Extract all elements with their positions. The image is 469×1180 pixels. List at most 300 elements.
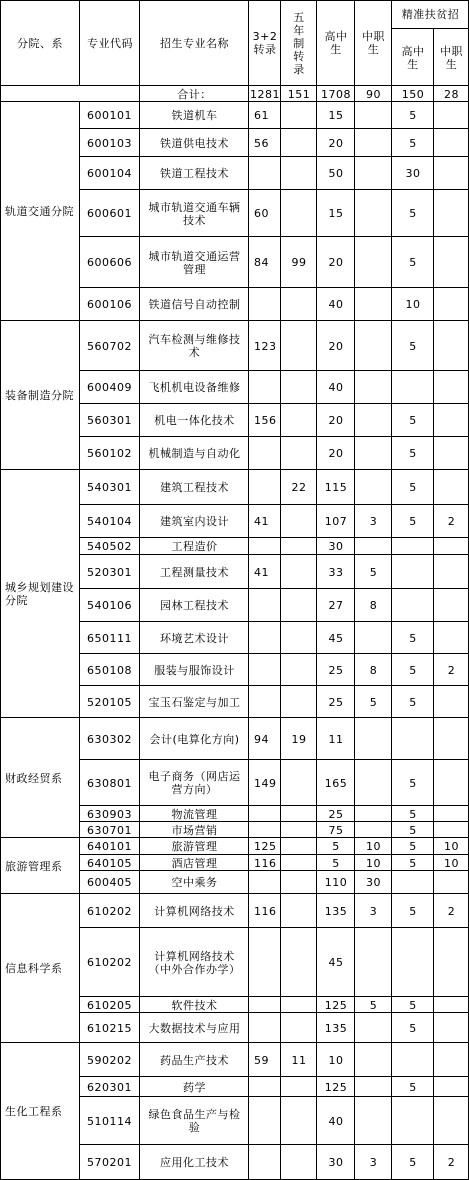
major-code (80, 555, 140, 589)
value-five-text: 22 (291, 481, 307, 494)
value-jzg-text: 5 (409, 663, 417, 677)
value-five (281, 589, 317, 622)
major-code (80, 102, 140, 129)
major-name (140, 928, 249, 997)
value-jzz (434, 718, 469, 760)
department-divider (0, 893, 469, 894)
value-jzg (392, 686, 434, 718)
value-five (281, 437, 317, 470)
major-code (80, 894, 140, 928)
header-poverty-group-text: 精准扶贫招 (401, 8, 460, 21)
value-gz (317, 1097, 355, 1145)
value-zz (355, 371, 392, 404)
row-divider (80, 1012, 469, 1013)
major-name (140, 589, 249, 622)
value-zz-text: 5 (369, 998, 378, 1012)
major-code (80, 237, 140, 288)
value-gz (317, 555, 355, 589)
value-gz-text: 33 (328, 565, 344, 579)
value-gz-text: 11 (328, 732, 344, 746)
department-divider (0, 837, 469, 838)
value-gz (317, 404, 355, 437)
value-c32 (249, 654, 281, 686)
major-code-text: 600103 (87, 136, 132, 150)
value-five (281, 654, 317, 686)
value-gz-text: 5 (332, 840, 340, 853)
value-zz (355, 321, 392, 371)
total-zz-text: 90 (366, 87, 381, 101)
value-jzg-text: 5 (409, 695, 417, 709)
value-gz (317, 157, 355, 190)
value-jzz (434, 371, 469, 404)
value-zz (355, 654, 392, 686)
value-gz-text: 15 (328, 109, 344, 122)
value-zz (355, 505, 392, 538)
value-zz (355, 288, 392, 321)
value-c32 (249, 1077, 281, 1097)
value-zz (355, 838, 392, 855)
value-c32-text: 59 (254, 1053, 269, 1067)
value-zz (355, 686, 392, 718)
value-jzg (392, 538, 434, 555)
value-gz-text: 20 (328, 256, 344, 269)
value-gz (317, 806, 355, 822)
major-code-text: 600104 (87, 167, 132, 180)
value-gz-text: 107 (324, 515, 348, 528)
major-name (140, 371, 249, 404)
value-c32-text: 125 (254, 840, 277, 853)
major-code-text: 610205 (87, 998, 132, 1012)
row-divider (80, 156, 469, 157)
value-jzz (434, 838, 469, 855)
value-five (281, 1043, 317, 1077)
major-code (80, 822, 140, 838)
department-cell-text: 轨道交通分院 (5, 205, 74, 218)
header-poverty-high-school-text: 高中生 (401, 44, 425, 71)
header-group-divider (392, 28, 469, 29)
column-divider (139, 0, 140, 1180)
major-code-text: 540104 (87, 515, 132, 528)
value-gz-text: 165 (324, 776, 348, 790)
total-c32-text: 1281 (250, 87, 280, 101)
value-zz (355, 470, 392, 505)
value-gz (317, 102, 355, 129)
value-jzg (392, 237, 434, 288)
value-five (281, 470, 317, 505)
major-name-text: 药品生产技术 (160, 1053, 229, 1067)
value-zz (355, 997, 392, 1013)
major-name (140, 806, 249, 822)
value-jzg-text: 5 (409, 207, 417, 220)
row-divider (80, 621, 469, 622)
major-code-text: 640101 (87, 840, 132, 853)
value-five (281, 237, 317, 288)
value-gz-text: 10 (328, 1053, 344, 1067)
value-gz (317, 1077, 355, 1097)
major-name-text: 铁道供电技术 (160, 136, 229, 150)
value-c32 (249, 686, 281, 718)
value-gz (317, 321, 355, 371)
value-gz (317, 622, 355, 654)
major-name (140, 622, 249, 654)
row-divider (80, 1144, 469, 1145)
value-zz-text: 3 (369, 1156, 378, 1169)
major-name-text: 软件技术 (171, 998, 218, 1012)
major-name-text: 机电一体化技术 (154, 414, 235, 427)
value-gz (317, 538, 355, 555)
value-five (281, 838, 317, 855)
value-jzg (392, 555, 434, 589)
value-five (281, 190, 317, 237)
table-top-border (0, 0, 469, 1)
value-jzz-text: 10 (444, 840, 459, 853)
value-gz-text: 25 (328, 807, 344, 821)
value-c32 (249, 838, 281, 855)
value-gz-text: 45 (328, 631, 344, 645)
value-c32-text: 41 (254, 565, 269, 579)
value-c32 (249, 190, 281, 237)
value-jzz-text: 2 (447, 515, 456, 528)
major-name (140, 505, 249, 538)
header-3plus2 (249, 0, 281, 86)
value-jzz (434, 437, 469, 470)
total-jzz-text: 28 (444, 87, 459, 101)
header-poverty-group (392, 0, 469, 29)
value-zz (355, 871, 392, 894)
major-name (140, 129, 249, 157)
row-divider (80, 653, 469, 654)
value-zz-text: 5 (369, 695, 378, 709)
value-five (281, 1013, 317, 1043)
value-c32 (249, 1097, 281, 1145)
value-gz (317, 505, 355, 538)
value-jzz (434, 589, 469, 622)
value-jzg (392, 157, 434, 190)
header-high-school-text: 高中生 (324, 30, 348, 56)
major-name (140, 718, 249, 760)
value-zz-text: 5 (369, 565, 378, 579)
total-jzg-text: 150 (401, 87, 425, 101)
value-jzz (434, 321, 469, 371)
total-blank (0, 86, 140, 102)
value-five (281, 555, 317, 589)
department-cell-text: 信息科学系 (5, 962, 63, 975)
value-jzg-text: 5 (409, 136, 417, 150)
header-five-year-text: 五年制转录 (293, 10, 305, 76)
value-jzg-text: 5 (409, 1156, 417, 1169)
header-dept (0, 0, 80, 86)
major-name-text: 城市轨道交通车辆技术 (148, 200, 241, 227)
value-zz (355, 538, 392, 555)
total-label-text: 合计： (177, 87, 212, 101)
major-name-text: 环境艺术设计 (160, 631, 229, 645)
value-jzg (392, 1145, 434, 1180)
major-code (80, 855, 140, 871)
value-gz (317, 190, 355, 237)
major-name-text: 机械制造与自动化 (148, 447, 241, 460)
major-name-text: 建筑室内设计 (160, 515, 229, 528)
value-gz (317, 822, 355, 838)
value-jzg-text: 5 (409, 109, 417, 122)
value-gz (317, 437, 355, 470)
value-gz (317, 1145, 355, 1180)
department-cell-text: 生化工程系 (5, 1105, 63, 1118)
value-jzz (434, 102, 469, 129)
major-name (140, 237, 249, 288)
major-code-text: 570201 (87, 1156, 132, 1169)
value-zz (355, 1077, 392, 1097)
value-five (281, 894, 317, 928)
value-zz (355, 157, 392, 190)
major-code-text: 600405 (87, 876, 132, 889)
value-zz (355, 760, 392, 806)
value-jzz (434, 1043, 469, 1077)
value-c32-text: 84 (254, 256, 269, 269)
department-divider (0, 320, 469, 321)
value-c32 (249, 1013, 281, 1043)
value-jzg (392, 822, 434, 838)
major-name-text: 药学 (183, 1080, 206, 1094)
value-jzz-text: 2 (447, 663, 456, 677)
value-c32 (249, 894, 281, 928)
value-c32 (249, 437, 281, 470)
value-jzg (392, 470, 434, 505)
value-c32 (249, 538, 281, 555)
value-jzg-text: 5 (409, 856, 417, 870)
value-jzz (434, 622, 469, 654)
value-jzz (434, 760, 469, 806)
value-c32 (249, 321, 281, 371)
value-jzg (392, 404, 434, 437)
major-name-text: 物流管理 (171, 807, 218, 821)
value-five (281, 686, 317, 718)
major-name-text: 工程造价 (171, 540, 218, 553)
value-zz (355, 1097, 392, 1145)
major-code-text: 560102 (87, 447, 132, 460)
major-code (80, 928, 140, 997)
value-jzg-text: 5 (409, 823, 417, 837)
value-jzg (392, 622, 434, 654)
value-gz-text: 27 (328, 599, 344, 612)
major-name (140, 1077, 249, 1097)
row-divider (80, 854, 469, 855)
row-divider (80, 287, 469, 288)
value-c32 (249, 928, 281, 997)
row-divider (80, 189, 469, 190)
major-code (80, 1097, 140, 1145)
total-label (140, 86, 249, 102)
row-divider (80, 870, 469, 871)
value-c32 (249, 1043, 281, 1077)
value-zz-text: 8 (369, 599, 378, 612)
total-c32 (249, 86, 281, 102)
value-gz-text: 40 (328, 298, 344, 311)
value-five (281, 855, 317, 871)
value-zz (355, 894, 392, 928)
value-zz (355, 806, 392, 822)
value-jzz (434, 538, 469, 555)
major-name (140, 838, 249, 855)
value-gz (317, 654, 355, 686)
major-code (80, 718, 140, 760)
total-five-text: 151 (287, 87, 311, 101)
header-code-text: 专业代码 (87, 36, 133, 50)
major-name (140, 321, 249, 371)
major-code (80, 806, 140, 822)
value-jzz (434, 1097, 469, 1145)
major-code-text: 520105 (87, 695, 132, 709)
value-gz (317, 288, 355, 321)
row-divider (80, 685, 469, 686)
total-jzz (434, 86, 469, 102)
value-jzg (392, 855, 434, 871)
value-gz-text: 25 (328, 695, 344, 709)
major-name (140, 404, 249, 437)
value-jzz (434, 928, 469, 997)
value-zz (355, 855, 392, 871)
value-jzg (392, 894, 434, 928)
value-jzg-text: 5 (409, 515, 417, 528)
value-jzg (392, 437, 434, 470)
major-code (80, 1077, 140, 1097)
value-five (281, 1145, 317, 1180)
major-code (80, 190, 140, 237)
value-zz-text: 8 (369, 663, 378, 677)
major-code-text: 610215 (87, 1021, 132, 1035)
value-five (281, 1097, 317, 1145)
value-zz (355, 237, 392, 288)
department-divider (0, 469, 469, 470)
column-divider (354, 0, 355, 1180)
major-name-text: 应用化工技术 (160, 1156, 229, 1169)
major-name-text: 酒店管理 (171, 856, 218, 870)
major-code (80, 321, 140, 371)
value-gz (317, 894, 355, 928)
value-jzz (434, 686, 469, 718)
major-code-text: 560301 (87, 414, 132, 427)
major-name-text: 旅游管理 (171, 840, 218, 853)
department-cell (0, 321, 80, 470)
major-code-text: 630903 (87, 807, 132, 821)
major-code-text: 600101 (87, 109, 132, 122)
major-name-text: 汽车检测与维修技术 (148, 333, 241, 359)
major-code (80, 1043, 140, 1077)
major-name-text: 铁道机车 (171, 109, 218, 122)
department-cell-text: 旅游管理系 (5, 859, 63, 873)
major-code-text: 610202 (87, 956, 132, 969)
row-divider (80, 1096, 469, 1097)
value-jzz (434, 1145, 469, 1180)
major-name-text: 工程测量技术 (160, 565, 229, 579)
value-jzg-text: 5 (409, 776, 417, 790)
value-five (281, 871, 317, 894)
major-name (140, 686, 249, 718)
major-name (140, 1013, 249, 1043)
major-code (80, 505, 140, 538)
department-cell (0, 102, 80, 321)
row-divider (80, 236, 469, 237)
major-name (140, 157, 249, 190)
major-name-text: 城市轨道交通运营管理 (148, 249, 241, 276)
department-divider (0, 1042, 469, 1043)
value-c32 (249, 102, 281, 129)
value-gz-text: 30 (328, 1156, 344, 1169)
major-code (80, 686, 140, 718)
department-cell (0, 838, 80, 894)
value-jzg (392, 654, 434, 686)
value-gz-text: 20 (328, 447, 344, 460)
department-cell-text: 财政经贸系 (5, 771, 63, 785)
value-c32-text: 149 (254, 776, 277, 790)
value-jzz-text: 2 (447, 1156, 456, 1169)
value-gz-text: 40 (328, 381, 344, 394)
value-jzg (392, 589, 434, 622)
value-c32 (249, 505, 281, 538)
value-c32 (249, 555, 281, 589)
value-c32 (249, 589, 281, 622)
value-five (281, 404, 317, 437)
value-gz (317, 589, 355, 622)
value-five (281, 102, 317, 129)
value-gz-text: 45 (328, 956, 344, 969)
value-five (281, 157, 317, 190)
major-code-text: 600601 (87, 207, 132, 220)
major-name (140, 871, 249, 894)
value-c32 (249, 237, 281, 288)
value-jzg-text: 5 (409, 1021, 417, 1035)
column-divider (79, 0, 80, 86)
value-jzg (392, 871, 434, 894)
value-jzg-text: 5 (409, 414, 417, 427)
header-major-text: 招生专业名称 (160, 36, 229, 50)
value-jzg (392, 1013, 434, 1043)
major-name (140, 855, 249, 871)
value-jzz (434, 806, 469, 822)
value-five (281, 288, 317, 321)
value-jzg (392, 1043, 434, 1077)
major-code-text: 630701 (87, 823, 132, 837)
major-name-text: 铁道工程技术 (160, 167, 229, 180)
major-code (80, 654, 140, 686)
header-vocational (355, 0, 392, 86)
major-code-text: 620301 (87, 1080, 132, 1094)
value-c32 (249, 822, 281, 838)
major-code (80, 1013, 140, 1043)
value-c32 (249, 1145, 281, 1180)
department-cell-text: 装备制造分院 (5, 389, 74, 402)
value-zz-text: 3 (369, 904, 378, 918)
value-jzg (392, 190, 434, 237)
value-jzg-text: 5 (409, 904, 417, 918)
value-c32 (249, 997, 281, 1013)
row-divider (80, 537, 469, 538)
value-five (281, 806, 317, 822)
value-gz-text: 20 (328, 136, 344, 150)
value-jzz (434, 822, 469, 838)
major-code-text: 600409 (87, 381, 132, 394)
value-jzg (392, 806, 434, 822)
value-c32 (249, 718, 281, 760)
major-name (140, 102, 249, 129)
major-code (80, 129, 140, 157)
value-gz (317, 371, 355, 404)
value-jzz (434, 129, 469, 157)
value-c32-text: 123 (254, 339, 277, 353)
major-code-text: 520301 (87, 565, 132, 579)
value-jzz (434, 470, 469, 505)
major-code (80, 589, 140, 622)
row-divider (80, 759, 469, 760)
